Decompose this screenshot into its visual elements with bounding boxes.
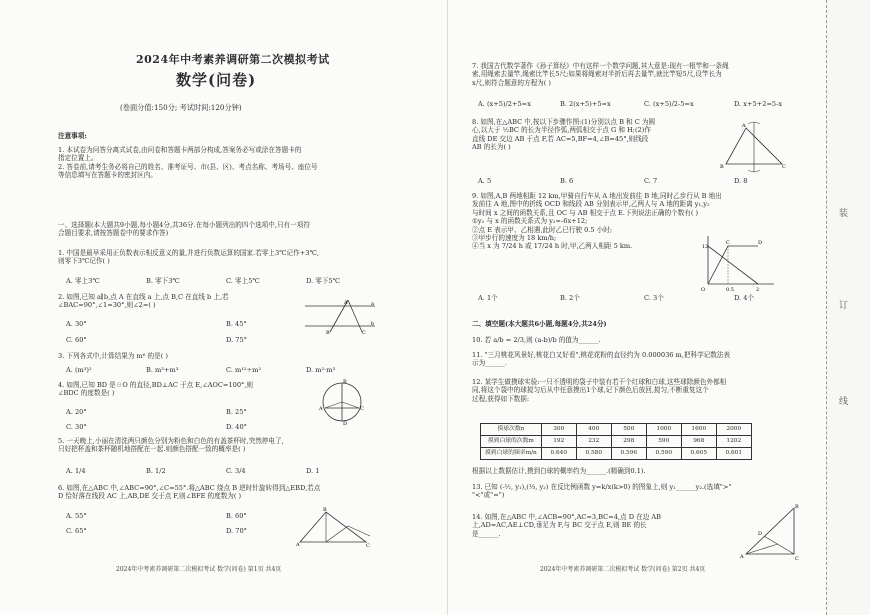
question-text: ∠BDC 的度数是( ) [58, 389, 115, 398]
question-text: 直线 DE 交边 AB 于点 F,若 AC=5,BF=4,∠B=45°,则线段 [472, 134, 649, 143]
question-text: 8. 如图,在△ABC 中,按以下步骤作图:(1)分别以点 B 和 C 为圆 [472, 118, 656, 126]
question-text: 发前往 A 地,图中的折线 OCD 和线段 AB 分别表示甲,乙两人与 A 地的距离 y₁,y₂ [472, 200, 710, 209]
svg-text:B: B [795, 504, 799, 510]
option-c: C. m¹²÷m² [226, 366, 261, 374]
option-c: C. (x+5)/2-5=x [644, 100, 694, 108]
question-text: 则零下3℃记作( ) [58, 257, 110, 266]
binding-char: 装 [839, 209, 849, 219]
svg-text:A: A [740, 554, 744, 560]
question-text: ∠BAC=90°,∠1=30°,则∠2=( ) [58, 301, 156, 310]
question-text: 14. 如图,在△ABC 中,∠ACB=90°,AC=3,BC=4,点 D 在边 AB [472, 513, 661, 521]
binding-char: 订 [839, 301, 849, 311]
table-cell: 300 [541, 424, 576, 436]
question-text: 过程,获得如下数据: [472, 394, 530, 403]
option-d: D. 70° [226, 527, 247, 535]
question-text: x尺,则符合题意的方程为( ) [472, 78, 551, 87]
table-cell: 1600 [681, 424, 716, 436]
svg-text:O: O [701, 287, 706, 293]
svg-text:C: C [795, 556, 799, 562]
exam-subject: 数学(问卷) [176, 71, 257, 89]
option-c: C. 30° [66, 423, 87, 431]
option-c: C. 7 [644, 177, 658, 185]
note-line: 1. 本试卷为问答分离式试卷,由问卷和答题卡两部分构成,答案务必写或涂在答题卡的 [58, 146, 302, 154]
question-text: 12. 某学生做摸球实验:一只不透明的袋子中装有若干个红球和白球,这些球除颜色外都相 [472, 378, 727, 386]
svg-text:B: B [323, 507, 327, 513]
svg-text:D: D [343, 421, 348, 426]
svg-text:C: C [366, 543, 370, 548]
question-text: ①y₂ 与 x 的函数关系式为 y₂=-6x+12; [472, 217, 588, 226]
option-a: A. 20° [66, 408, 87, 416]
question-text: 11. "三月桃花风景好,桃花白又好看",桃花花粉的直径约为 0.000036 m,把科学记数法表 [472, 351, 731, 359]
option-d: D. x+5+2=5-x [734, 100, 783, 108]
binding-margin [826, 0, 870, 615]
option-b: B. 2个 [560, 294, 580, 302]
table-cell: 摸球次数n [481, 424, 542, 436]
page-footer: 2024年中考素养调研第二次模拟考试 数学(问卷) 第1页 共4页 [116, 566, 282, 573]
question-text: D 恰好落在线段 AC 上,AB,DE 交于点 F,则∠BFE 的度数为( ) [58, 492, 242, 501]
svg-text:D: D [758, 240, 763, 246]
table-cell: 摸到白球的频率m/n [481, 448, 542, 460]
figure-distance-time-graph [698, 232, 778, 294]
table-cell: 0.596 [611, 448, 646, 460]
section1-line: 合题目要求,请按答题卷中的要求作答) [58, 229, 169, 238]
question-text: 7. 我国古代数学著作《孙子算经》中有这样一个数学问题,其大意是:现有一根竿和一条绳 [472, 62, 729, 70]
notes [58, 146, 318, 180]
question-3 [58, 352, 168, 360]
option-d: D. m²·m³ [306, 366, 336, 374]
question-text: ④当 x 为 7/24 h 或 17/24 h 时,甲,乙两人相距 5 km. [472, 242, 633, 251]
option-d: D. 8 [734, 177, 748, 185]
option-b: B. 零下3℃ [146, 277, 180, 285]
page-right [448, 0, 826, 615]
question-2 [58, 293, 229, 310]
question-4 [58, 381, 253, 398]
question-text: 心,以大于 ½BC 的长为半径作弧,两弧相交于点 G 和 H;(2)作 [472, 126, 651, 135]
svg-text:C: C [726, 240, 730, 246]
option-a: A. 5 [478, 177, 492, 185]
svg-text:C: C [362, 330, 366, 336]
question-text: 3. 下列各式中,计算结果为 m⁶ 的是( ) [58, 352, 168, 360]
option-b: B. 1/2 [146, 467, 166, 475]
table-cell: 2000 [716, 424, 751, 436]
question-text: 13. 已知 (-½, y₁),(⅓, y₂) 在反比例函数 y=k/x(k>0) 的图象上,则 y₁______y₂.(选填">" [472, 483, 732, 491]
exam-title: 2024年中考素养调研第二次模拟考试 [136, 53, 330, 66]
question-10: 10. 若 a/b = 2/3,则 (a-b)/b 的值为______. [472, 336, 601, 344]
question-7 [472, 62, 729, 87]
option-a: A. (x+5)/2+5=x [478, 100, 531, 108]
question-12-end: 根据以上数据估计,摸到白球的概率约为______.(精确到0.1). [472, 467, 646, 475]
section2-heading: 二、填空题(本大题共6小题,每题4分,共24分) [472, 320, 607, 328]
question-text: 1. 中国是最早采用正负数表示相反意义的量,并进行负数运算的国家.若零上3℃记作+3℃, [58, 249, 319, 257]
option-b: B. m³+m³ [146, 366, 179, 374]
question-text: 只好把杯盖和茶杯随机地搭配在一起.则颜色搭配一致的概率是( ) [58, 445, 246, 454]
svg-text:C: C [360, 406, 364, 412]
option-c: C. 60° [66, 336, 87, 344]
question-text: 4. 如图,已知 BD 是☉O 的直径,BD⊥AC 于点 E,∠AOC=100°,则 [58, 381, 254, 389]
option-d: D. 4个 [734, 294, 755, 302]
option-a: A. 1/4 [66, 467, 86, 475]
note-line: 指定位置上。 [58, 154, 98, 163]
option-b: B. 2(x+5)+5=x [560, 100, 611, 108]
question-text: 索,用绳索去量竿,绳索比竿长5尺;如果将绳索对半折后再去量竿,就比竿短5尺,设竿长为 [472, 70, 722, 79]
question-8 [472, 118, 655, 152]
note-line: 2. 答卷前,请考生务必将自己的姓名、准考证号、市(县、区)、考点名称、考场号、座位号 [58, 162, 318, 171]
figure-right-triangle [738, 500, 802, 562]
svg-text:A: A [319, 406, 323, 412]
option-a: A. (m³)² [66, 366, 92, 374]
figure-rotation-triangle [296, 506, 376, 548]
table-cell: 590 [646, 436, 681, 448]
svg-text:a: a [371, 301, 374, 307]
table-cell: 摸到白球的次数m [481, 436, 542, 448]
option-c: C. 3/4 [226, 467, 246, 475]
svg-text:12: 12 [702, 244, 709, 250]
option-d: D. 75° [226, 336, 247, 344]
question-text: "<"或"=") [472, 491, 505, 500]
option-b: B. 45° [226, 320, 247, 328]
question-text: AB 的长为( ) [472, 143, 511, 152]
question-text: ②点 E 表示甲、乙相遇,此时乙已行驶 0.5 小时; [472, 225, 613, 234]
svg-text:A: A [742, 123, 746, 129]
option-c: C. 65° [66, 527, 87, 535]
option-c: C. 3个 [644, 294, 664, 302]
option-a: A. 零上3℃ [66, 277, 100, 285]
note-line: 等信息填写在答题卡的密封区内。 [58, 171, 157, 180]
question-text: 与时间 x 之间的函数关系,且 OC 与 AB 相交于点 E.下列说法正确的个数有( ) [472, 208, 699, 217]
option-a: A. 30° [66, 320, 87, 328]
table-cell: 0.590 [646, 448, 681, 460]
option-d: D. 40° [226, 423, 247, 431]
svg-text:2: 2 [756, 287, 760, 293]
table-cell: 0.605 [681, 448, 716, 460]
svg-text:B: B [720, 164, 724, 170]
question-text: 2. 如图,已知 a∥b,点 A 在直线 a 上,点 B,C 在直线 b 上,若 [58, 293, 229, 301]
question-text: 同,将这个袋中的球搅匀后从中任意摸出1个球,记下颜色后放回,搅匀,不断重复这个 [472, 386, 709, 395]
table-cell: 298 [611, 436, 646, 448]
figure-parallel-lines [300, 298, 380, 338]
section1-line: 一、选择题(本大题共9小题,每小题4分,共36分.在每小题列出的四个选项中,只有一项符 [58, 221, 310, 229]
exam-info: (卷面分值:150分; 考试时间:120分钟) [120, 103, 242, 112]
table-cell: 400 [576, 424, 611, 436]
question-12 [472, 378, 726, 403]
figure-circle [318, 378, 366, 426]
option-b: B. 6 [560, 177, 574, 185]
question-text: 9. 如图,A,B 两地相距 12 km,甲骑自行车从 A 地出发前往 B 地,同时乙步行从 B 地出 [472, 192, 722, 200]
option-d: D. 1 [306, 467, 320, 475]
svg-text:B: B [326, 330, 330, 336]
svg-text:A: A [296, 542, 300, 548]
svg-text:D: D [758, 531, 763, 537]
table-row [481, 448, 752, 460]
table-cell: 1202 [716, 436, 751, 448]
question-text: 6. 如图,在△ABC 中,∠ABC=90°,∠C=55°.将△ABC 绕点 B 逆时针旋转得到△EBD,若点 [58, 484, 321, 492]
table-cell: 968 [681, 436, 716, 448]
binding-char: 线 [839, 397, 849, 407]
option-c: C. 零上5℃ [226, 277, 260, 285]
page-footer: 2024年中考素养调研第二次模拟考试 数学(问卷) 第2页 共4页 [540, 566, 706, 573]
table-cell: 500 [611, 424, 646, 436]
table-cell: 1000 [646, 424, 681, 436]
question-text: ③甲步行的速度为 18 km/h; [472, 233, 557, 242]
option-d: D. 零下5℃ [306, 277, 341, 285]
table-row [481, 436, 752, 448]
notes-heading: 注意事项: [58, 132, 87, 140]
svg-text:C: C [782, 164, 786, 170]
section1-heading [58, 221, 310, 238]
question-6 [58, 484, 320, 501]
question-text: 是______. [472, 529, 501, 538]
question-text: 5. 一天晚上,小丽在清洗两只颜色分别为粉色和白色的有盖茶杯时,突然停电了, [58, 437, 284, 445]
figure-perpendicular-bisector [720, 118, 790, 174]
question-11 [472, 351, 730, 368]
question-1 [58, 249, 319, 266]
table-cell: 0.601 [716, 448, 751, 460]
table-row [481, 424, 752, 436]
question-13 [472, 483, 731, 500]
svg-text:0.5: 0.5 [726, 287, 734, 293]
option-b: B. 25° [226, 408, 247, 416]
table-cell: 192 [541, 436, 576, 448]
frequency-table [480, 423, 752, 460]
svg-text:B: B [343, 379, 347, 385]
table-cell: 0.640 [541, 448, 576, 460]
option-a: A. 55° [66, 512, 87, 520]
option-a: A. 1个 [478, 294, 498, 302]
question-14 [472, 513, 661, 538]
option-b: B. 60° [226, 512, 247, 520]
question-9 [472, 192, 722, 251]
table-cell: 0.580 [576, 448, 611, 460]
svg-text:A: A [344, 300, 348, 306]
question-5 [58, 437, 284, 454]
question-text: 上,AD=AC,AE⊥CD,垂足为 F,与 BC 交于点 E,则 BE 的长 [472, 521, 647, 530]
table-cell: 232 [576, 436, 611, 448]
question-text: 示为______. [472, 359, 508, 368]
svg-text:b: b [371, 321, 375, 327]
